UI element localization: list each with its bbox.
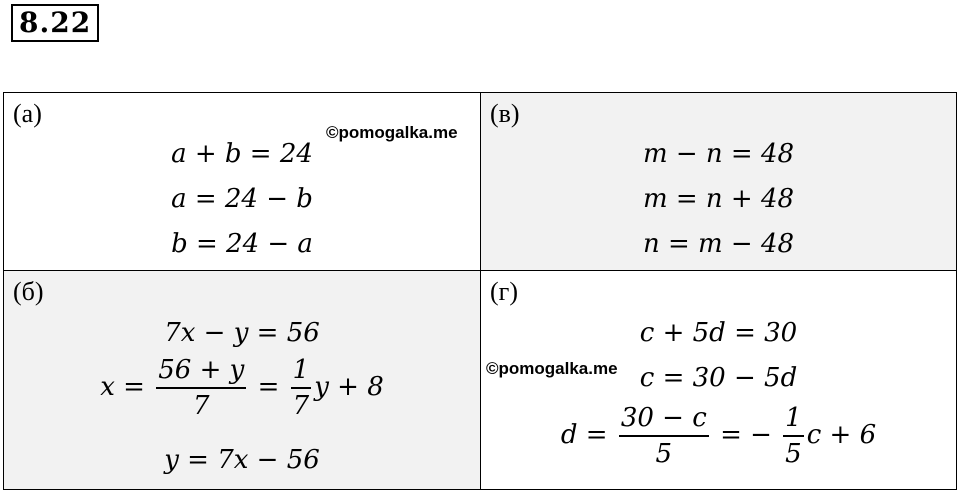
cell-b-label: (б) bbox=[13, 277, 44, 306]
cell-g-label: (г) bbox=[490, 277, 518, 306]
cell-v bbox=[481, 93, 956, 271]
equation-a-2: a = 24 − b bbox=[171, 184, 313, 214]
watermark: ©pomogalka.me bbox=[326, 123, 458, 142]
equation-g-3-equals: = − bbox=[720, 420, 772, 450]
equation-g-1: c + 5d = 30 bbox=[639, 318, 798, 348]
fraction-g-1-denominator: 5 bbox=[655, 439, 673, 469]
equation-g-3-lhs: d = bbox=[560, 420, 608, 450]
task-number: 8.22 bbox=[11, 4, 99, 42]
fraction-g-2-numerator: 1 bbox=[783, 401, 804, 437]
watermark: ©pomogalka.me bbox=[486, 359, 618, 378]
equation-b-2-lhs: x = bbox=[100, 372, 145, 402]
fraction-g-1-numerator: 30 − c bbox=[619, 401, 709, 437]
equation-v-3: n = m − 48 bbox=[642, 229, 795, 259]
cell-b bbox=[4, 271, 481, 489]
equation-b-3: y = 7x − 56 bbox=[164, 445, 320, 475]
equation-a-3: b = 24 − a bbox=[171, 229, 313, 259]
fraction-b-2 bbox=[291, 353, 312, 423]
equation-a-1: a + b = 24 bbox=[171, 139, 313, 169]
equation-g-3-rest: c + 6 bbox=[806, 420, 877, 450]
fraction-g-1 bbox=[619, 401, 709, 471]
cell-a-label: (а) bbox=[13, 99, 42, 128]
fraction-b-1-numerator: 56 + y bbox=[156, 353, 246, 389]
equation-b-2-equals: = bbox=[257, 372, 280, 402]
solution-table bbox=[3, 92, 957, 490]
fraction-b-2-numerator: 1 bbox=[291, 353, 312, 389]
equation-b-2 bbox=[4, 353, 480, 423]
equation-g-2: c = 30 − 5d bbox=[639, 363, 798, 393]
fraction-b-1 bbox=[156, 353, 246, 423]
fraction-g-2-denominator: 5 bbox=[785, 439, 802, 469]
fraction-g-2 bbox=[783, 401, 804, 471]
equation-b-1: 7x − y = 56 bbox=[164, 318, 320, 348]
equation-b-2-rest: y + 8 bbox=[314, 372, 384, 402]
equation-g-3 bbox=[481, 401, 956, 471]
fraction-b-2-denominator: 7 bbox=[292, 391, 310, 421]
cell-a bbox=[4, 93, 481, 271]
cell-g bbox=[481, 271, 956, 489]
cell-v-label: (в) bbox=[490, 99, 520, 128]
equation-v-1: m − n = 48 bbox=[642, 139, 795, 169]
fraction-b-1-denominator: 7 bbox=[193, 391, 210, 421]
equation-v-2: m = n + 48 bbox=[642, 184, 795, 214]
